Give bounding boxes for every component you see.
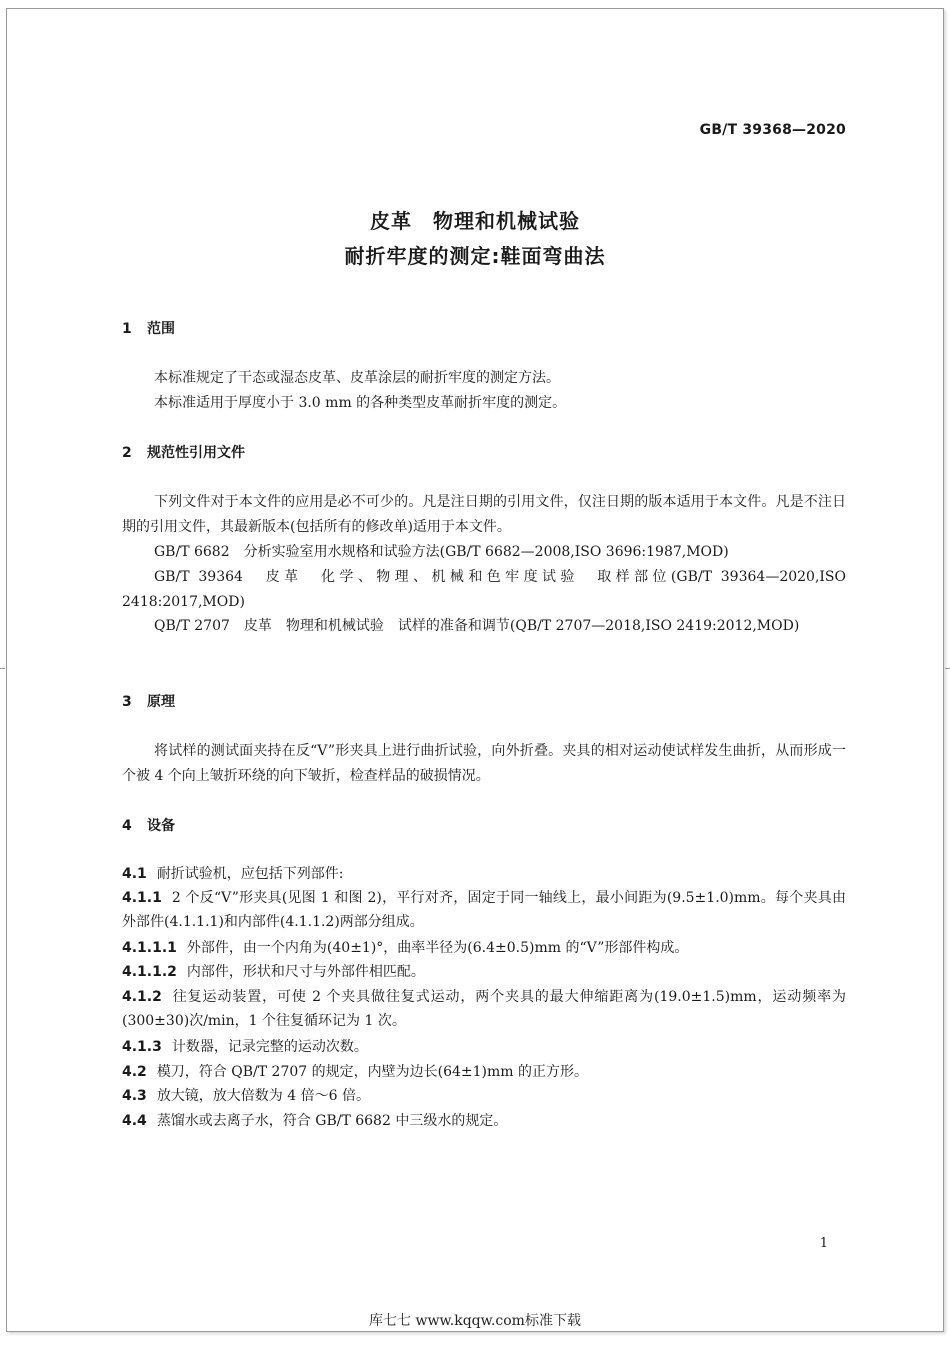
margin-mark [945,668,950,669]
title-line-1: 皮革 物理和机械试验 [370,209,580,233]
clause-text: 模刀，符合 QB/T 2707 的规定，内壁为边长(64±1)mm 的正方形。 [156,1064,588,1080]
clause-4-4 [122,1109,846,1133]
clause-text: 计数器，记录完整的运动次数。 [171,1039,368,1055]
section-2-heading [122,442,245,462]
clause-number: 4.1.1.2 [122,964,177,980]
clause-text: 2 个反“V”形夹具(见图 1 和图 2)，平行对齐，固定于同一轴线上，最小间距为(9.5±1.0)mm。每个夹具由外部件(4.1.1.1)和内部件(4.1.1.2)两部分组成。 [122,890,846,930]
reference-item: GB/T 39364 皮革 化学、物理、机械和色牢度试验 取样部位(GB/T 39364—2020,ISO 2418:2017,MOD) [122,569,846,610]
section-1-paragraph: 本标准规定了干态或湿态皮革、皮革涂层的耐折牢度的测定方法。 [154,370,560,386]
clause-number: 4.3 [122,1088,147,1104]
clause-4-3 [122,1084,846,1108]
clause-text: 外部件，由一个内角为(40±1)°，曲率半径为(6.4±0.5)mm 的“V”形部件构成。 [186,940,689,956]
clause-number: 4.1 [122,866,147,882]
clause-number: 4.1.1.1 [122,940,177,956]
margin-mark [0,668,5,669]
clause-number: 4.1.1 [122,890,162,906]
reference-item: QB/T 2707 皮革 物理和机械试验 试样的准备和调节(QB/T 2707—2018,ISO 2419:2012,MOD) [154,618,800,634]
clause-number: 4.1.3 [122,1039,162,1055]
clause-number: 4.1.2 [122,989,162,1005]
reference-item: GB/T 6682 分析实验室用水规格和试验方法(GB/T 6682—2008,ISO 3696:1987,MOD) [154,544,729,560]
standard-code: GB/T 39368—2020 [699,122,846,138]
clause-4-1 [122,862,846,886]
section-number: 3 [122,694,132,710]
clause-text: 放大镜，放大倍数为 4 倍～6 倍。 [156,1088,370,1104]
section-number: 4 [122,818,132,834]
clause-4-1-1-1 [122,936,846,960]
section-title: 设备 [147,818,175,834]
title-line-2: 耐折牢度的测定:鞋面弯曲法 [344,244,606,268]
section-3-paragraph: 将试样的测试面夹持在反“V”形夹具上进行曲折试验，向外折叠。夹具的相对运动使试样发生曲折，从而形成一个被 4 个向上皱折环绕的向下皱折，检查样品的破损情况。 [122,743,846,784]
clause-number: 4.4 [122,1113,147,1129]
clause-text: 内部件，形状和尺寸与外部件相匹配。 [186,964,425,980]
section-number: 2 [122,445,132,461]
clause-4-2 [122,1060,846,1084]
section-number: 1 [122,321,132,337]
clause-4-1-2 [122,985,846,1033]
clause-4-1-1-2 [122,960,846,984]
section-title: 范围 [147,321,175,337]
section-2-paragraph: 下列文件对于本文件的应用是必不可少的。凡是注日期的引用文件，仅注日期的版本适用于本文件。凡是不注日期的引用文件，其最新版本(包括所有的修改单)适用于本文件。 [122,494,846,535]
footer-watermark[interactable]: 库七七 www.kqqw.com标准下载 [369,1313,581,1329]
section-1-paragraph: 本标准适用于厚度小于 3.0 mm 的各种类型皮革耐折牢度的测定。 [154,395,567,411]
section-4-heading [122,815,175,835]
clause-4-1-1 [122,886,846,934]
section-title: 原理 [147,694,175,710]
clause-text: 耐折试验机，应包括下列部件: [156,866,344,882]
page-number: 1 [819,1236,828,1251]
clause-number: 4.2 [122,1064,147,1080]
clause-4-1-3 [122,1035,846,1059]
clause-text: 往复运动装置，可使 2 个夹具做往复式运动，两个夹具的最大伸缩距离为(19.0±1.5)mm，运动频率为(300±30)次/min，1 个往复循环记为 1 次。 [122,989,846,1029]
clause-text: 蒸馏水或去离子水，符合 GB/T 6682 中三级水的规定。 [156,1113,508,1129]
section-1-heading [122,318,175,338]
section-3-heading [122,691,175,711]
section-title: 规范性引用文件 [147,445,245,461]
